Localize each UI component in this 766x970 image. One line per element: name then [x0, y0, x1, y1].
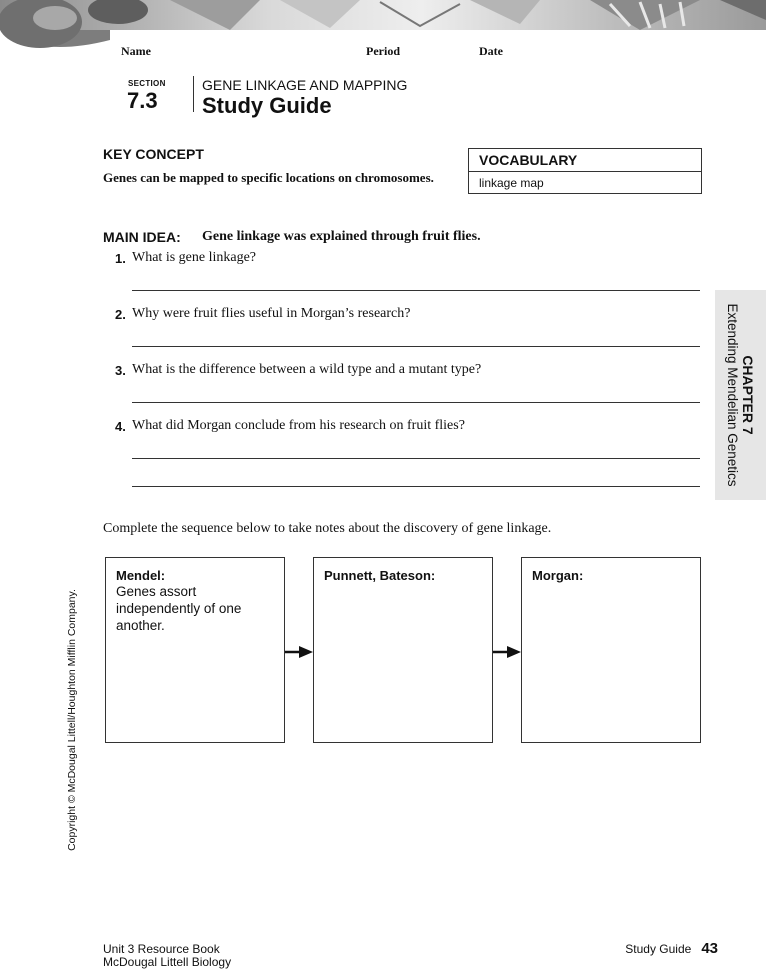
question-4-number: 4. — [115, 419, 126, 434]
question-4-text: What did Morgan conclude from his research on fruit flies? — [132, 418, 465, 433]
sequence-box-title: Morgan: — [532, 568, 584, 583]
answer-line-3[interactable] — [132, 402, 700, 403]
main-idea-label: MAIN IDEA: — [103, 229, 181, 245]
period-label: Period — [366, 44, 400, 58]
sequence-box-body: Genes assort independently of one another. — [116, 584, 242, 633]
answer-line-2[interactable] — [132, 346, 700, 347]
page-title: Study Guide — [202, 93, 332, 118]
question-3-number: 3. — [115, 363, 126, 378]
name-label: Name — [121, 44, 151, 58]
answer-line-4b[interactable] — [132, 486, 700, 487]
date-label: Date — [479, 44, 503, 58]
question-3-text: What is the difference between a wild type and a mutant type? — [132, 362, 482, 377]
page-number: 43 — [701, 940, 718, 957]
arrow-right-icon — [493, 644, 521, 660]
chapter-number: CHAPTER 7 — [740, 355, 756, 435]
main-idea-text: Gene linkage was explained through fruit flies. — [202, 229, 481, 244]
sequence-box-punnett-bateson[interactable] — [313, 557, 493, 743]
footer-book: Unit 3 Resource Book — [103, 942, 220, 956]
answer-line-1[interactable] — [132, 290, 700, 291]
chapter-tab-label — [724, 303, 756, 486]
question-1-text: What is gene linkage? — [132, 250, 257, 265]
question-2-text: Why were fruit flies useful in Morgan’s research? — [132, 306, 411, 321]
key-concept-label: KEY CONCEPT — [103, 146, 204, 162]
vocabulary-box — [468, 148, 702, 194]
key-concept-text: Genes can be mapped to specific locations on chromosomes. — [103, 170, 434, 185]
footer-section-label: Study Guide — [625, 942, 692, 956]
chapter-name: Extending Mendelian Genetics — [725, 303, 740, 487]
sequence-box-title: Mendel: — [116, 568, 166, 583]
section-word: SECTION — [128, 79, 166, 88]
question-1-number: 1. — [115, 251, 126, 266]
footer-page-info — [625, 940, 718, 957]
vocabulary-term: linkage map — [479, 176, 544, 190]
sequence-box-mendel[interactable] — [105, 557, 285, 743]
arrow-right-icon — [285, 644, 313, 660]
section-divider — [193, 76, 194, 112]
sequence-instructions: Complete the sequence below to take notes about the discovery of gene linkage. — [103, 521, 552, 536]
sequence-box-morgan[interactable] — [521, 557, 701, 743]
question-2-number: 2. — [115, 307, 126, 322]
copyright-notice: Copyright © McDougal Littell/Houghton Mifflin Company. — [66, 589, 78, 851]
section-number: 7.3 — [127, 88, 158, 113]
sequence-box-title: Punnett, Bateson: — [324, 568, 436, 583]
section-topic: GENE LINKAGE AND MAPPING — [202, 77, 408, 93]
vocabulary-heading: VOCABULARY — [469, 149, 701, 172]
answer-line-4a[interactable] — [132, 458, 700, 459]
footer-series: McDougal Littell Biology — [103, 955, 232, 969]
